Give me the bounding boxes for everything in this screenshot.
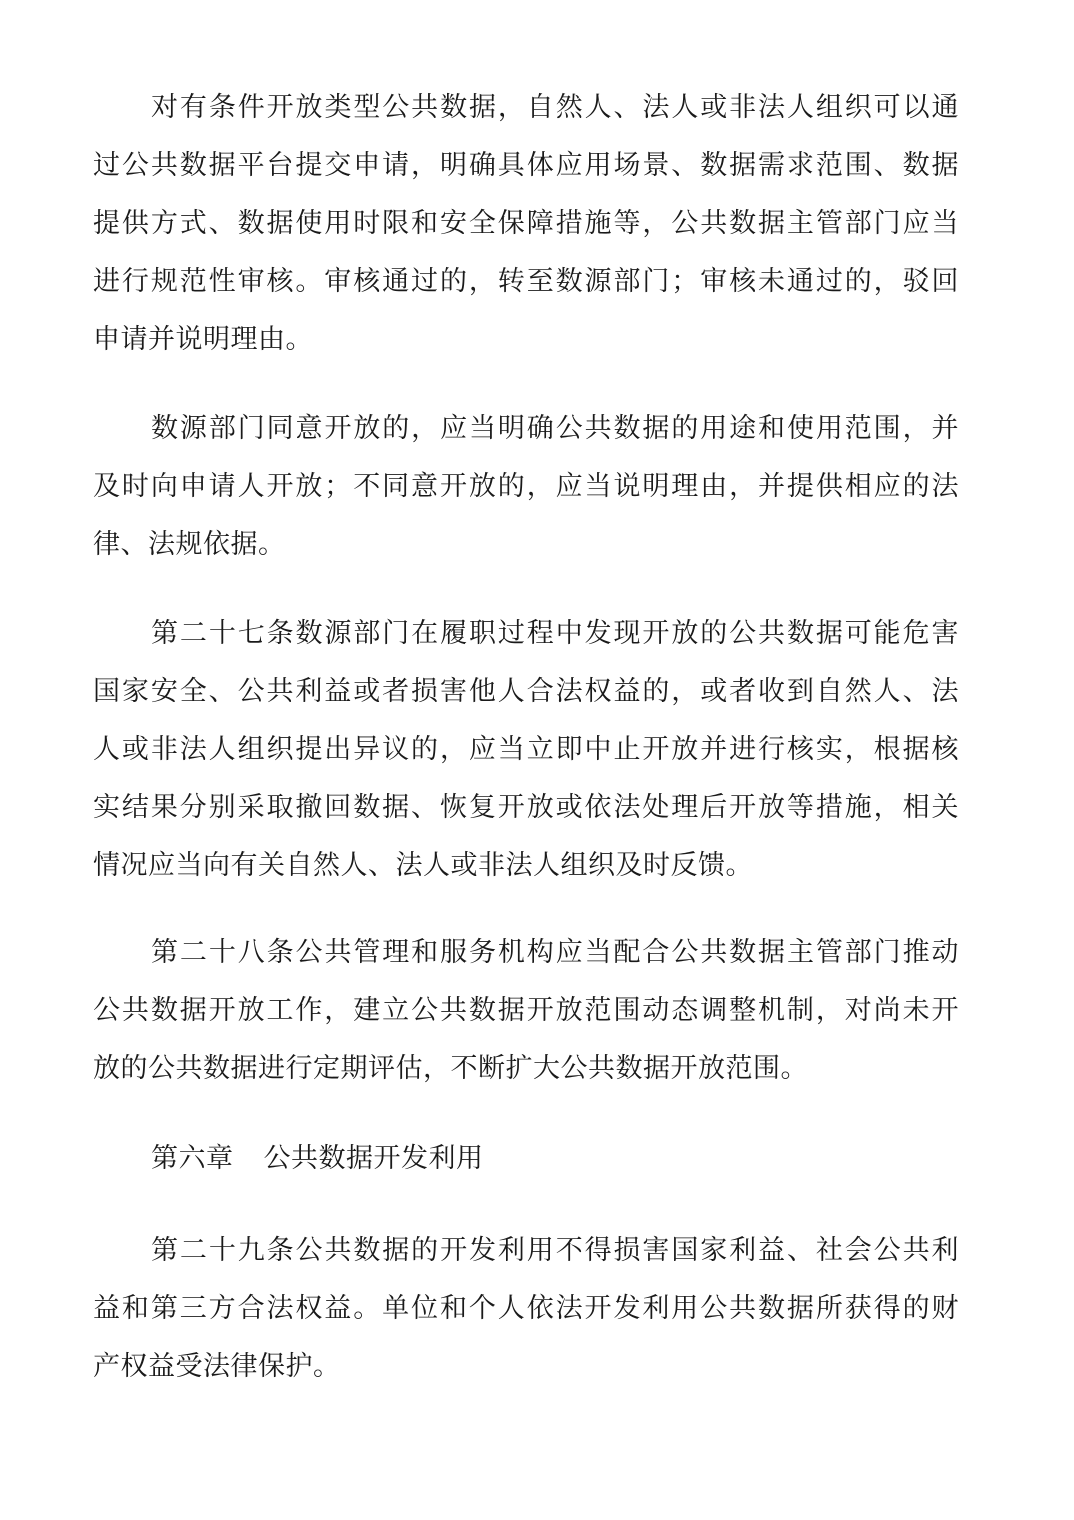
paragraph-article-29	[93, 1222, 959, 1396]
text-line: 实结果分别采取撤回数据、恢复开放或依法处理后开放等措施，相关	[93, 792, 959, 823]
text-line: 过公共数据平台提交申请，明确具体应用场景、数据需求范围、数据	[93, 150, 959, 181]
text-line: 第二十八条公共管理和服务机构应当配合公共数据主管部门推动	[151, 937, 959, 968]
chapter-heading	[151, 1130, 484, 1188]
text-line: 申请并说明理由。	[93, 324, 313, 355]
text-line: 进行规范性审核。审核通过的，转至数源部门；审核未通过的，驳回	[93, 266, 959, 297]
text-line: 人或非法人组织提出异议的，应当立即中止开放并进行核实，根据核	[93, 734, 959, 765]
text-line: 及时向申请人开放；不同意开放的，应当说明理由，并提供相应的法	[93, 471, 959, 502]
paragraph-article-27	[93, 605, 959, 895]
text-line: 放的公共数据进行定期评估，不断扩大公共数据开放范围。	[93, 1053, 808, 1084]
text-line: 公共数据开放工作，建立公共数据开放范围动态调整机制，对尚未开	[93, 995, 959, 1026]
paragraph-article-28	[93, 924, 959, 1098]
text-line: 提供方式、数据使用时限和安全保障措施等，公共数据主管部门应当	[93, 208, 959, 239]
paragraph-data-source-consent	[93, 400, 959, 574]
text-line: 国家安全、公共利益或者损害他人合法权益的，或者收到自然人、法	[93, 676, 959, 707]
chapter-number: 第六章	[151, 1143, 234, 1174]
text-line: 产权益受法律保护。	[93, 1351, 341, 1382]
paragraph-conditional-open-application	[93, 79, 959, 369]
text-line: 第二十九条公共数据的开发利用不得损害国家利益、社会公共利	[151, 1235, 959, 1266]
text-line: 情况应当向有关自然人、法人或非法人组织及时反馈。	[93, 850, 753, 881]
text-line: 律、法规依据。	[93, 529, 286, 560]
text-line: 数源部门同意开放的，应当明确公共数据的用途和使用范围，并	[151, 413, 959, 444]
chapter-title: 公共数据开发利用	[263, 1143, 484, 1174]
text-line: 益和第三方合法权益。单位和个人依法开发利用公共数据所获得的财	[93, 1293, 959, 1324]
text-line: 第二十七条数源部门在履职过程中发现开放的公共数据可能危害	[151, 618, 959, 649]
text-line: 对有条件开放类型公共数据，自然人、法人或非法人组织可以通	[151, 92, 959, 123]
